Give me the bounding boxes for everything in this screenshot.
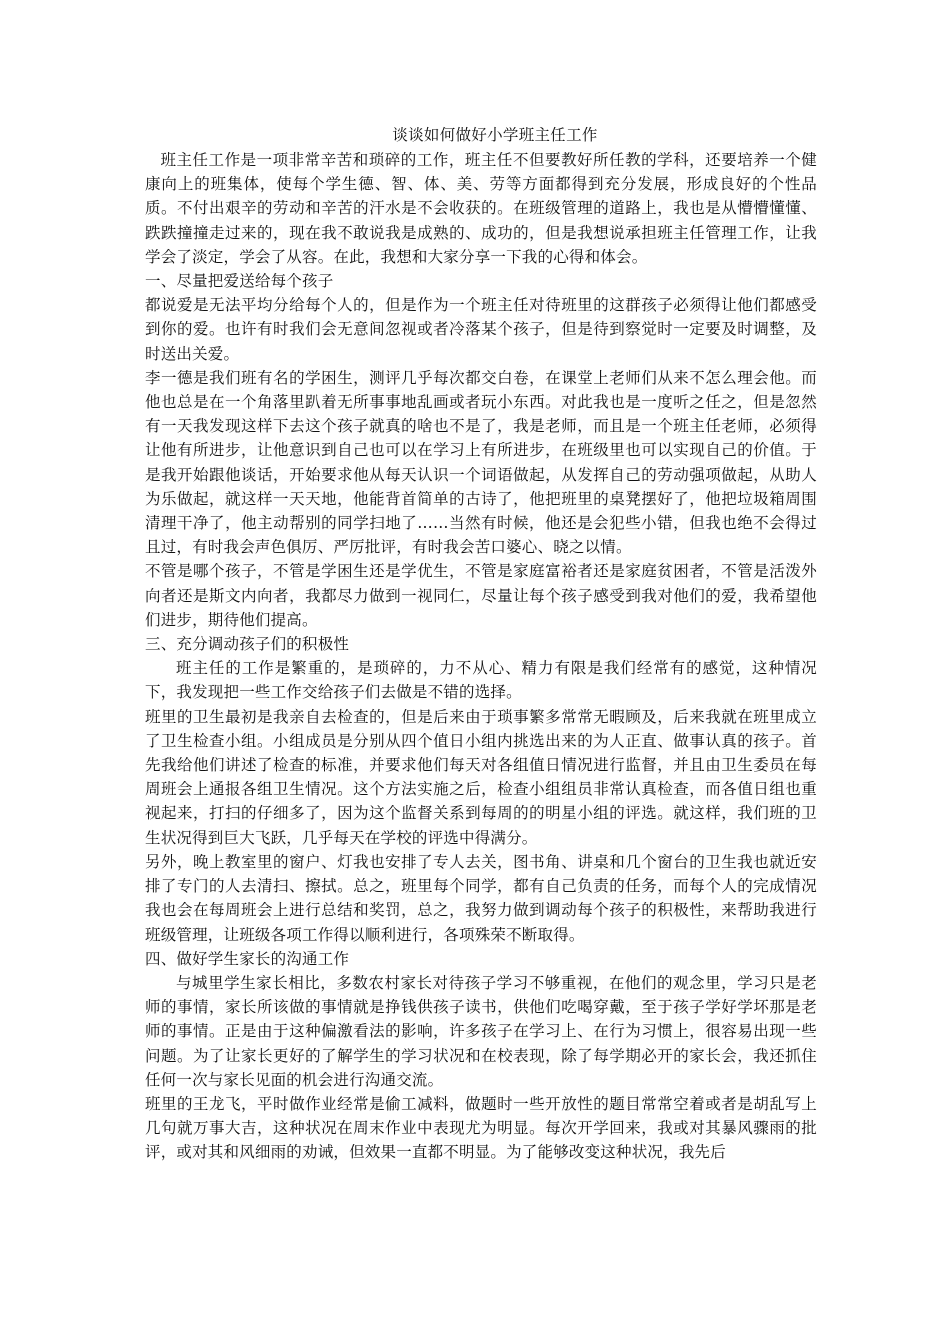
intro-paragraph: 班主任工作是一项非常辛苦和琐碎的工作，班主任不但要教好所任教的学科，还要培养一个健康向上的班集体，使每个学生德、智、体、美、劳等方面都得到充分发展，形成良好的个性品质。不付出艰辛的劳动和辛苦的汗水是不会收获的。在班级管理的道路上，我也是从懵懵懂懂、跌跌撞撞走过来的，现在我不敢说我是成熟的、成功的，但是我想说承担班主任管理工作，让我学会了淡定，学会了从容。在此，我想和大家分享一下我的心得和体会。 bbox=[145, 151, 817, 266]
section1-paragraph-2: 李一德是我们班有名的学困生，测评几乎每次都交白卷，在课堂上老师们从来不怎么理会他。而他也总是在一个角落里趴着无所事事地乱画或者玩小东西。对此我也是一度听之任之，但是忽然有一天我发现这样下去这个孩子就真的啥也不是了，我是老师，而且是一个班主任老师，必须得让他有所进步，让他意识到自己也可以在学习上有所进步，在班级里也可以实现自己的价值。于是我开始跟他谈话，开始要求他从每天认识一个词语做起，从发挥自己的劳动强项做起，从助人为乐做起，就这样一天天地，他能背首简单的古诗了，他把班里的桌凳摆好了，他把垃圾箱周围清理干净了，他主动帮别的同学扫地了……当然有时候，他还是会犯些小错，但我也绝不会得过且过，有时我会声色俱厉、严厉批评，有时我会苦口婆心、晓之以情。 bbox=[145, 368, 817, 557]
section-heading-4: 四、做好学生家长的沟通工作 bbox=[145, 949, 350, 968]
document-title: 谈谈如何做好小学班主任工作 bbox=[392, 126, 598, 144]
section4-paragraph-2: 班里的王龙飞，平时做作业经常是偷工减料，做题时一些开放性的题目常常空着或者是胡乱写上几句就万事大吉，这种状况在周末作业中表现尤为明显。每次开学回来，我或对其暴风骤雨的批评，或对其和风细雨的劝诫，但效果一直都不明显。为了能够改变这种状况，我先后 bbox=[145, 1094, 817, 1162]
section1-paragraph-1: 都说爱是无法平均分给每个人的，但是作为一个班主任对待班里的这群孩子必须得让他们都感受到你的爱。也许有时我们会无意间忽视或者冷落某个孩子，但是待到察觉时一定要及时调整，及时送出关爱。 bbox=[145, 296, 817, 363]
section3-paragraph-2: 班里的卫生最初是我亲自去检查的，但是后来由于琐事繁多常常无暇顾及，后来我就在班里成立了卫生检查小组。小组成员是分别从四个值日小组内挑选出来的为人正直、做事认真的孩子。首先我给他们讲述了检查的标准，并要求他们每天对各组值日情况进行监督，并且由卫生委员在每周班会上通报各组卫生情况。这个方法实施之后，检查小组组员非常认真检查，而各值日组也重视起来，打扫的仔细多了，因为这个监督关系到每周的的明星小组的评选。就这样，我们班的卫生状况得到巨大飞跃，几乎每天在学校的评选中得满分。 bbox=[145, 707, 817, 847]
section3-paragraph-1: 班主任的工作是繁重的，是琐碎的，力不从心、精力有限是我们经常有的感觉，这种情况下，我发现把一些工作交给孩子们去做是不错的选择。 bbox=[145, 659, 817, 702]
section4-paragraph-1: 与城里学生家长相比，多数农村家长对待孩子学习不够重视，在他们的观念里，学习只是老师的事情，家长所该做的事情就是挣钱供孩子读书，供他们吃喝穿戴，至于孩子学好学坏那是老师的事情。正是由于这种偏激看法的影响，许多孩子在学习上、在行为习惯上，很容易出现一些问题。为了让家长更好的了解学生的学习状况和在校表现，除了每学期必开的家长会，我还抓住任何一次与家长见面的机会进行沟通交流。 bbox=[145, 973, 817, 1089]
document-page bbox=[145, 124, 817, 1165]
section-heading-1: 一、尽量把爱送给每个孩子 bbox=[145, 272, 334, 291]
section1-paragraph-3: 不管是哪个孩子，不管是学困生还是学优生，不管是家庭富裕者还是家庭贫困者，不管是活泼外向者还是斯文内向者，我都尽力做到一视同仁，尽量让每个孩子感受到我对他们的爱，我希望他们进步，期待他们提高。 bbox=[145, 562, 817, 629]
section3-paragraph-3: 另外，晚上教室里的窗户、灯我也安排了专人去关，图书角、讲桌和几个窗台的卫生我也就近安排了专门的人去清扫、擦拭。总之，班里每个同学，都有自己负责的任务，而每个人的完成情况我也会在每周班会上进行总结和奖罚，总之，我努力做到调动每个孩子的积极性，来帮助我进行班级管理，让班级各项工作得以顺利进行，各项殊荣不断取得。 bbox=[145, 852, 817, 944]
section-heading-3: 三、充分调动孩子们的积极性 bbox=[145, 635, 350, 654]
